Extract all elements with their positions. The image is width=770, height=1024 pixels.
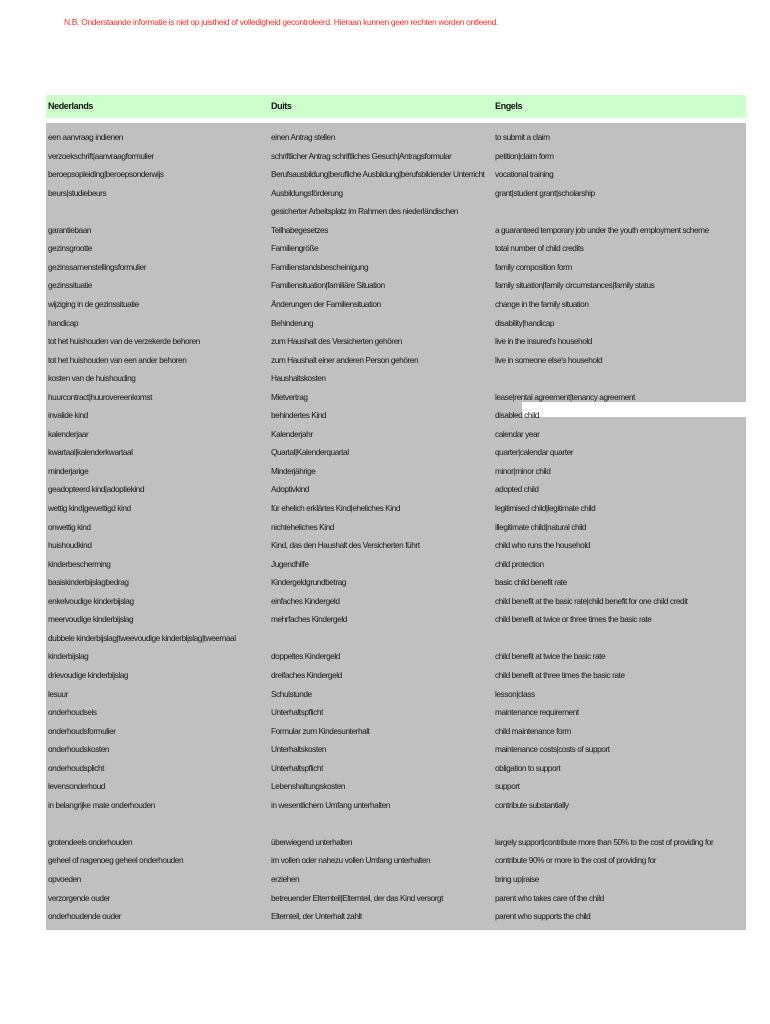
cell-english: family composition form — [495, 261, 572, 272]
table-row — [46, 629, 746, 647]
cell-german: erziehen — [271, 874, 300, 884]
cell-dutch: tot het huishouden van een ander behoren — [48, 354, 187, 365]
cell-german: Elternteil, der Unterhalt zahlt — [271, 911, 362, 922]
cell-german: Unterhaltspflicht — [271, 707, 323, 718]
cell-english: live in the insured's household — [495, 336, 592, 347]
cell-german: Jugendhilfe — [271, 558, 309, 569]
cell-dutch: verzoekschrift|aanvraagformulier — [48, 150, 154, 161]
table-row — [46, 907, 746, 925]
cell-german: mehrfaches Kindergeld — [271, 614, 347, 625]
cell-dutch: kalenderjaar — [48, 428, 89, 439]
cell-german: Haushaltskosten — [271, 373, 326, 384]
cell-dutch: dubbele kinderbijslag|tweevoudige kinderbijslag|tweemaal — [48, 632, 236, 643]
cell-german: Berufsausbildung|berufliche Ausbildung|berufsbildender Unterricht — [271, 169, 485, 180]
cell-english: family situation|family circumstances|family status — [495, 280, 655, 291]
cell-german: Kind, das den Haushalt des Versicherten führt — [271, 540, 420, 551]
table-row — [46, 499, 746, 517]
cell-english: vocational training — [495, 169, 554, 180]
table-row — [46, 332, 746, 350]
table-row — [46, 258, 746, 276]
cell-english: legitimised child|legitimate child — [495, 503, 596, 513]
cell-dutch: een aanvraag indienen — [48, 132, 123, 142]
cell-dutch: tot het huishouden van de verzekerde behoren — [48, 336, 200, 347]
cell-english: child who runs the household — [495, 540, 590, 551]
table-row — [46, 870, 746, 888]
table-row — [46, 388, 746, 406]
cell-dutch: lesuur — [48, 688, 68, 699]
cell-german: Ausbildungsförderung — [271, 187, 343, 198]
cell-german: Familiensituation|familiäre Situation — [271, 280, 385, 291]
cell-english: contribute substantially — [495, 799, 569, 810]
table-row — [46, 406, 746, 424]
cell-dutch: handicap — [48, 317, 79, 328]
cell-german: einfaches Kindergeld — [271, 595, 340, 606]
cell-dutch: onderhoudskosten — [48, 744, 110, 755]
cell-english: quarter|calendar quarter — [495, 447, 574, 458]
table-row — [46, 462, 746, 480]
column-header-english: Engels — [495, 101, 523, 111]
cell-dutch: levensonderhoud — [48, 781, 105, 792]
disclaimer-notice: N.B. Onderstaande informatie is niet op juistheid of volledigheid gecontroleerd. Hieraan kunnen geen rechten worden ontleend. — [64, 17, 498, 27]
cell-german: zum Haushalt des Versicherten gehören — [271, 336, 402, 347]
cell-german: überwiegend unterhalten — [271, 836, 352, 847]
cell-english: obligation to support — [495, 762, 561, 773]
cell-german: Mietvertrag — [271, 391, 308, 402]
table-row — [46, 369, 746, 387]
cell-dutch: basiskinderbijslagbedrag — [48, 577, 129, 588]
cell-english: lesson|class — [495, 688, 535, 699]
table-row — [46, 833, 746, 851]
table-row — [46, 314, 746, 332]
cell-dutch: onwettig kind — [48, 521, 91, 532]
table-row — [46, 184, 746, 202]
cell-german: in wesentlichem Umfang unterhalten — [271, 799, 390, 810]
table-row — [46, 685, 746, 703]
table-row — [46, 536, 746, 554]
cell-english: petition|claim form — [495, 150, 554, 161]
table-row — [46, 239, 746, 257]
cell-dutch: kinderbijslag — [48, 651, 89, 662]
cell-dutch: onderhoudseis — [48, 707, 97, 718]
cell-german: Adoptivkind — [271, 484, 309, 495]
cell-dutch: gezinssituatie — [48, 280, 92, 291]
cell-dutch: huurcontract|huurovereenkomst — [48, 391, 152, 402]
table-row — [46, 425, 746, 443]
cell-dutch: onderhoudende ouder — [48, 911, 122, 922]
table-row — [46, 796, 746, 814]
cell-english: live in someone else's household — [495, 354, 603, 365]
cell-german: Lebenshaltungskosten — [271, 781, 346, 792]
glossary-table — [46, 95, 746, 930]
cell-german: für ehelich erklärtes Kind|eheliches Kind — [271, 503, 400, 513]
table-row — [46, 703, 746, 721]
cell-english: a guaranteed temporary job under the youth employment scheme — [495, 224, 709, 235]
cell-german: Formular zum Kindesunterhalt — [271, 725, 370, 736]
table-row — [46, 165, 746, 183]
cell-german: einen Antrag stellen — [271, 132, 335, 142]
cell-german: nichteheliches Kind — [271, 521, 334, 532]
cell-german: dreifaches Kindergeld — [271, 669, 342, 680]
cell-english: maintenance requirement — [495, 707, 579, 718]
cell-dutch: geadopteerd kind|adoptiekind — [48, 484, 145, 495]
cell-dutch: minderjarige — [48, 465, 89, 476]
table-row — [46, 295, 746, 313]
cell-german: Änderungen der Familiensituation — [271, 298, 381, 309]
cell-german: Schulstunde — [271, 688, 312, 699]
table-row — [46, 777, 746, 795]
cell-english: maintenance costs|costs of support — [495, 744, 610, 755]
cell-german: doppeltes Kindergeld — [271, 651, 340, 662]
table-row — [46, 722, 746, 740]
cell-german: im vollen oder nahezu vollen Umfang unterhalten — [271, 855, 431, 866]
cell-english: total number of child credits — [495, 243, 584, 254]
cell-german: Unterhaltskosten — [271, 744, 327, 755]
cell-english: disabled child — [495, 410, 539, 421]
cell-english: adopted child — [495, 484, 539, 495]
cell-english: minor|minor child — [495, 465, 551, 476]
cell-english: disability|handicap — [495, 317, 555, 328]
table-row — [46, 221, 746, 239]
cell-english: contribute 90% or more to the cost of providing for — [495, 855, 657, 866]
table-row — [46, 518, 746, 536]
cell-dutch: drievoudige kinderbijslag — [48, 669, 129, 680]
cell-dutch: gezinssamenstellingsformulier — [48, 261, 147, 272]
cell-german: schriftlicher Antrag schriftliches Gesuch|Antragsformular — [271, 150, 452, 161]
table-row — [46, 202, 746, 220]
table-row — [46, 851, 746, 869]
cell-dutch: opvoeden — [48, 874, 81, 884]
table-row — [46, 666, 746, 684]
cell-german: Unterhaltspflicht — [271, 762, 323, 773]
table-row — [46, 480, 746, 498]
cell-german: Quartal|Kalenderquartal — [271, 447, 349, 458]
cell-english: child benefit at the basic rate|child benefit for one child credit — [495, 595, 688, 606]
table-row — [46, 592, 746, 610]
cell-dutch: verzorgende ouder — [48, 892, 110, 903]
cell-dutch: huishoudkind — [48, 540, 92, 551]
cell-dutch: invalide kind — [48, 410, 88, 421]
cell-dutch: kosten van de huishouding — [48, 373, 136, 384]
table-row — [46, 610, 746, 628]
cell-english: bring up|raise — [495, 874, 539, 884]
cell-english: child benefit at three times the basic rate — [495, 669, 625, 680]
cell-english: child protection — [495, 558, 544, 569]
cell-english: parent who supports the child — [495, 911, 591, 922]
cell-dutch: kwartaal|kalenderkwartaal — [48, 447, 133, 458]
cell-english: parent who takes care of the child — [495, 892, 604, 903]
cell-german: Familienstandsbescheinigung — [271, 261, 369, 272]
table-row — [46, 128, 746, 146]
cell-english: basic child benefit rate — [495, 577, 567, 588]
cell-german: Kindergeldgrundbetrag — [271, 577, 346, 588]
cell-dutch: onderhoudsformulier — [48, 725, 116, 736]
table-row — [46, 443, 746, 461]
cell-dutch: beurs|studiebeurs — [48, 187, 107, 198]
cell-dutch: beroepsopleiding|beroepsonderwijs — [48, 169, 164, 180]
cell-english: illegitimate child|natural child — [495, 521, 587, 532]
cell-dutch: onderhoudsplicht — [48, 762, 104, 773]
table-row — [46, 740, 746, 758]
cell-german: gesicherter Arbeitsplatz im Rahmen des niederländischen — [271, 206, 458, 217]
cell-dutch: gezinsgrootte — [48, 243, 92, 254]
table-row — [46, 647, 746, 665]
cell-dutch: geheel of nagenoeg geheel onderhouden — [48, 855, 184, 866]
cell-german: betreuender Elternteil|Elternteil, der das Kind versorgt — [271, 892, 444, 903]
table-row — [46, 573, 746, 591]
cell-english: change in the family situation — [495, 298, 589, 309]
table-row — [46, 147, 746, 165]
table-header — [46, 95, 746, 118]
column-header-dutch: Nederlands — [48, 101, 94, 111]
cell-dutch: enkelvoudige kinderbijslag — [48, 595, 134, 606]
cell-german: Familiengröße — [271, 243, 319, 254]
cell-english: grant|student grant|scholarship — [495, 187, 595, 198]
cell-dutch: meervoudige kinderbijslag — [48, 614, 134, 625]
cell-english: support — [495, 781, 520, 792]
cell-english: child maintenance form — [495, 725, 571, 736]
cell-german: Kalenderjahr — [271, 428, 313, 439]
cell-german: behindertes Kind — [271, 410, 327, 421]
cell-english: child benefit at twice the basic rate — [495, 651, 606, 662]
table-body — [46, 123, 746, 930]
table-row — [46, 555, 746, 573]
cell-german: Minderjährige — [271, 465, 316, 476]
cell-german: Teilhabegesetzes — [271, 224, 328, 235]
table-row — [46, 351, 746, 369]
cell-english: to submit a claim — [495, 132, 550, 142]
cell-dutch: in belangrijke mate onderhouden — [48, 799, 155, 810]
table-row — [46, 276, 746, 294]
column-header-german: Duits — [271, 101, 292, 111]
cell-english: largely support|contribute more than 50% to the cost of providing for — [495, 836, 714, 847]
cell-german: zum Haushalt einer anderen Person gehören — [271, 354, 419, 365]
table-row — [46, 889, 746, 907]
cell-dutch: grotendeels onderhouden — [48, 836, 133, 847]
cell-german: Behinderung — [271, 317, 314, 328]
cell-dutch: wijziging in de gezinssituatie — [48, 298, 139, 309]
cell-dutch: kinderbescherming — [48, 558, 111, 569]
table-row — [46, 814, 746, 832]
cell-dutch: wettig kind|gewettigd kind — [48, 503, 131, 513]
cell-english: child benefit at twice or three times the basic rate — [495, 614, 652, 625]
cell-english: calendar year — [495, 428, 540, 439]
cell-dutch: garantiebaan — [48, 224, 92, 235]
table-row — [46, 759, 746, 777]
cell-english: lease|rental agreement|tenancy agreement — [495, 391, 635, 402]
